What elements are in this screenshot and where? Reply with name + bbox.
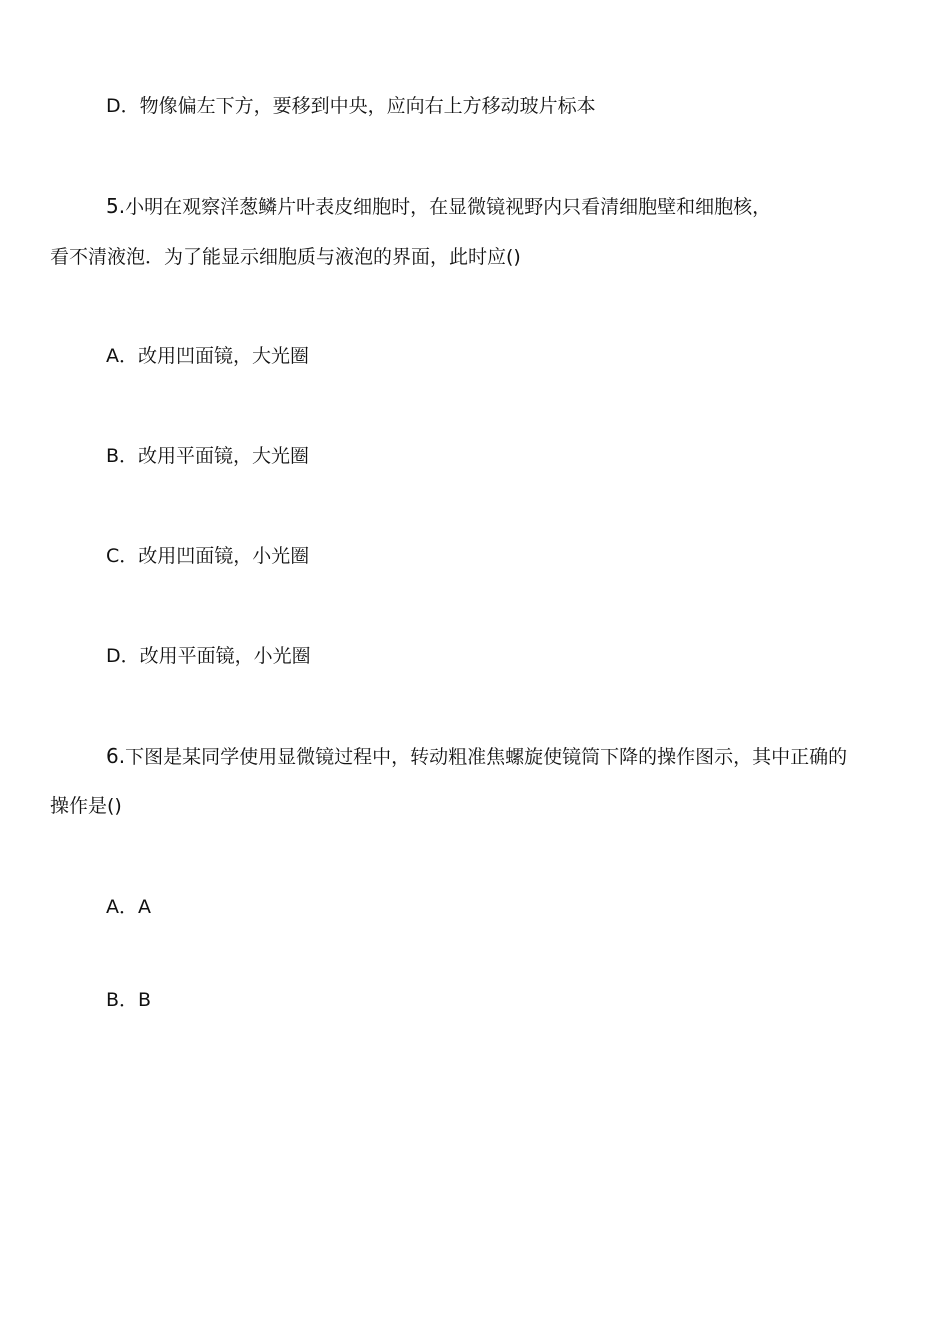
q5-option-a: A．改用凹面镜，大光圈 [106,345,309,367]
q4-option-d: D．物像偏左下方，要移到中央，应向右上方移动玻片标本 [106,95,596,117]
q5-option-d: D．改用平面镜，小光圈 [106,645,311,667]
q5-number: 5. [106,194,126,218]
q5-stem-line1 [106,194,771,219]
q6-option-a: A．A [106,896,151,918]
q6-stem-line2: 操作是() [50,795,122,817]
q6-option-b: B．B [106,989,152,1011]
q6-number: 6. [106,744,126,768]
q5-stem-text: 小明在观察洋葱鳞片叶表皮细胞时，在显微镜视野内只看清细胞壁和细胞核， [125,196,772,218]
q6-stem-line1 [106,744,847,769]
q6-stem-text: 下图是某同学使用显微镜过程中，转动粗准焦螺旋使镜筒下降的操作图示，其中正确的 [125,746,848,768]
q5-option-b: B．改用平面镜，大光圈 [106,445,310,467]
q5-stem-line2: 看不清液泡．为了能显示细胞质与液泡的界面，此时应() [50,246,521,268]
q5-option-c: C．改用凹面镜，小光圈 [106,545,310,567]
